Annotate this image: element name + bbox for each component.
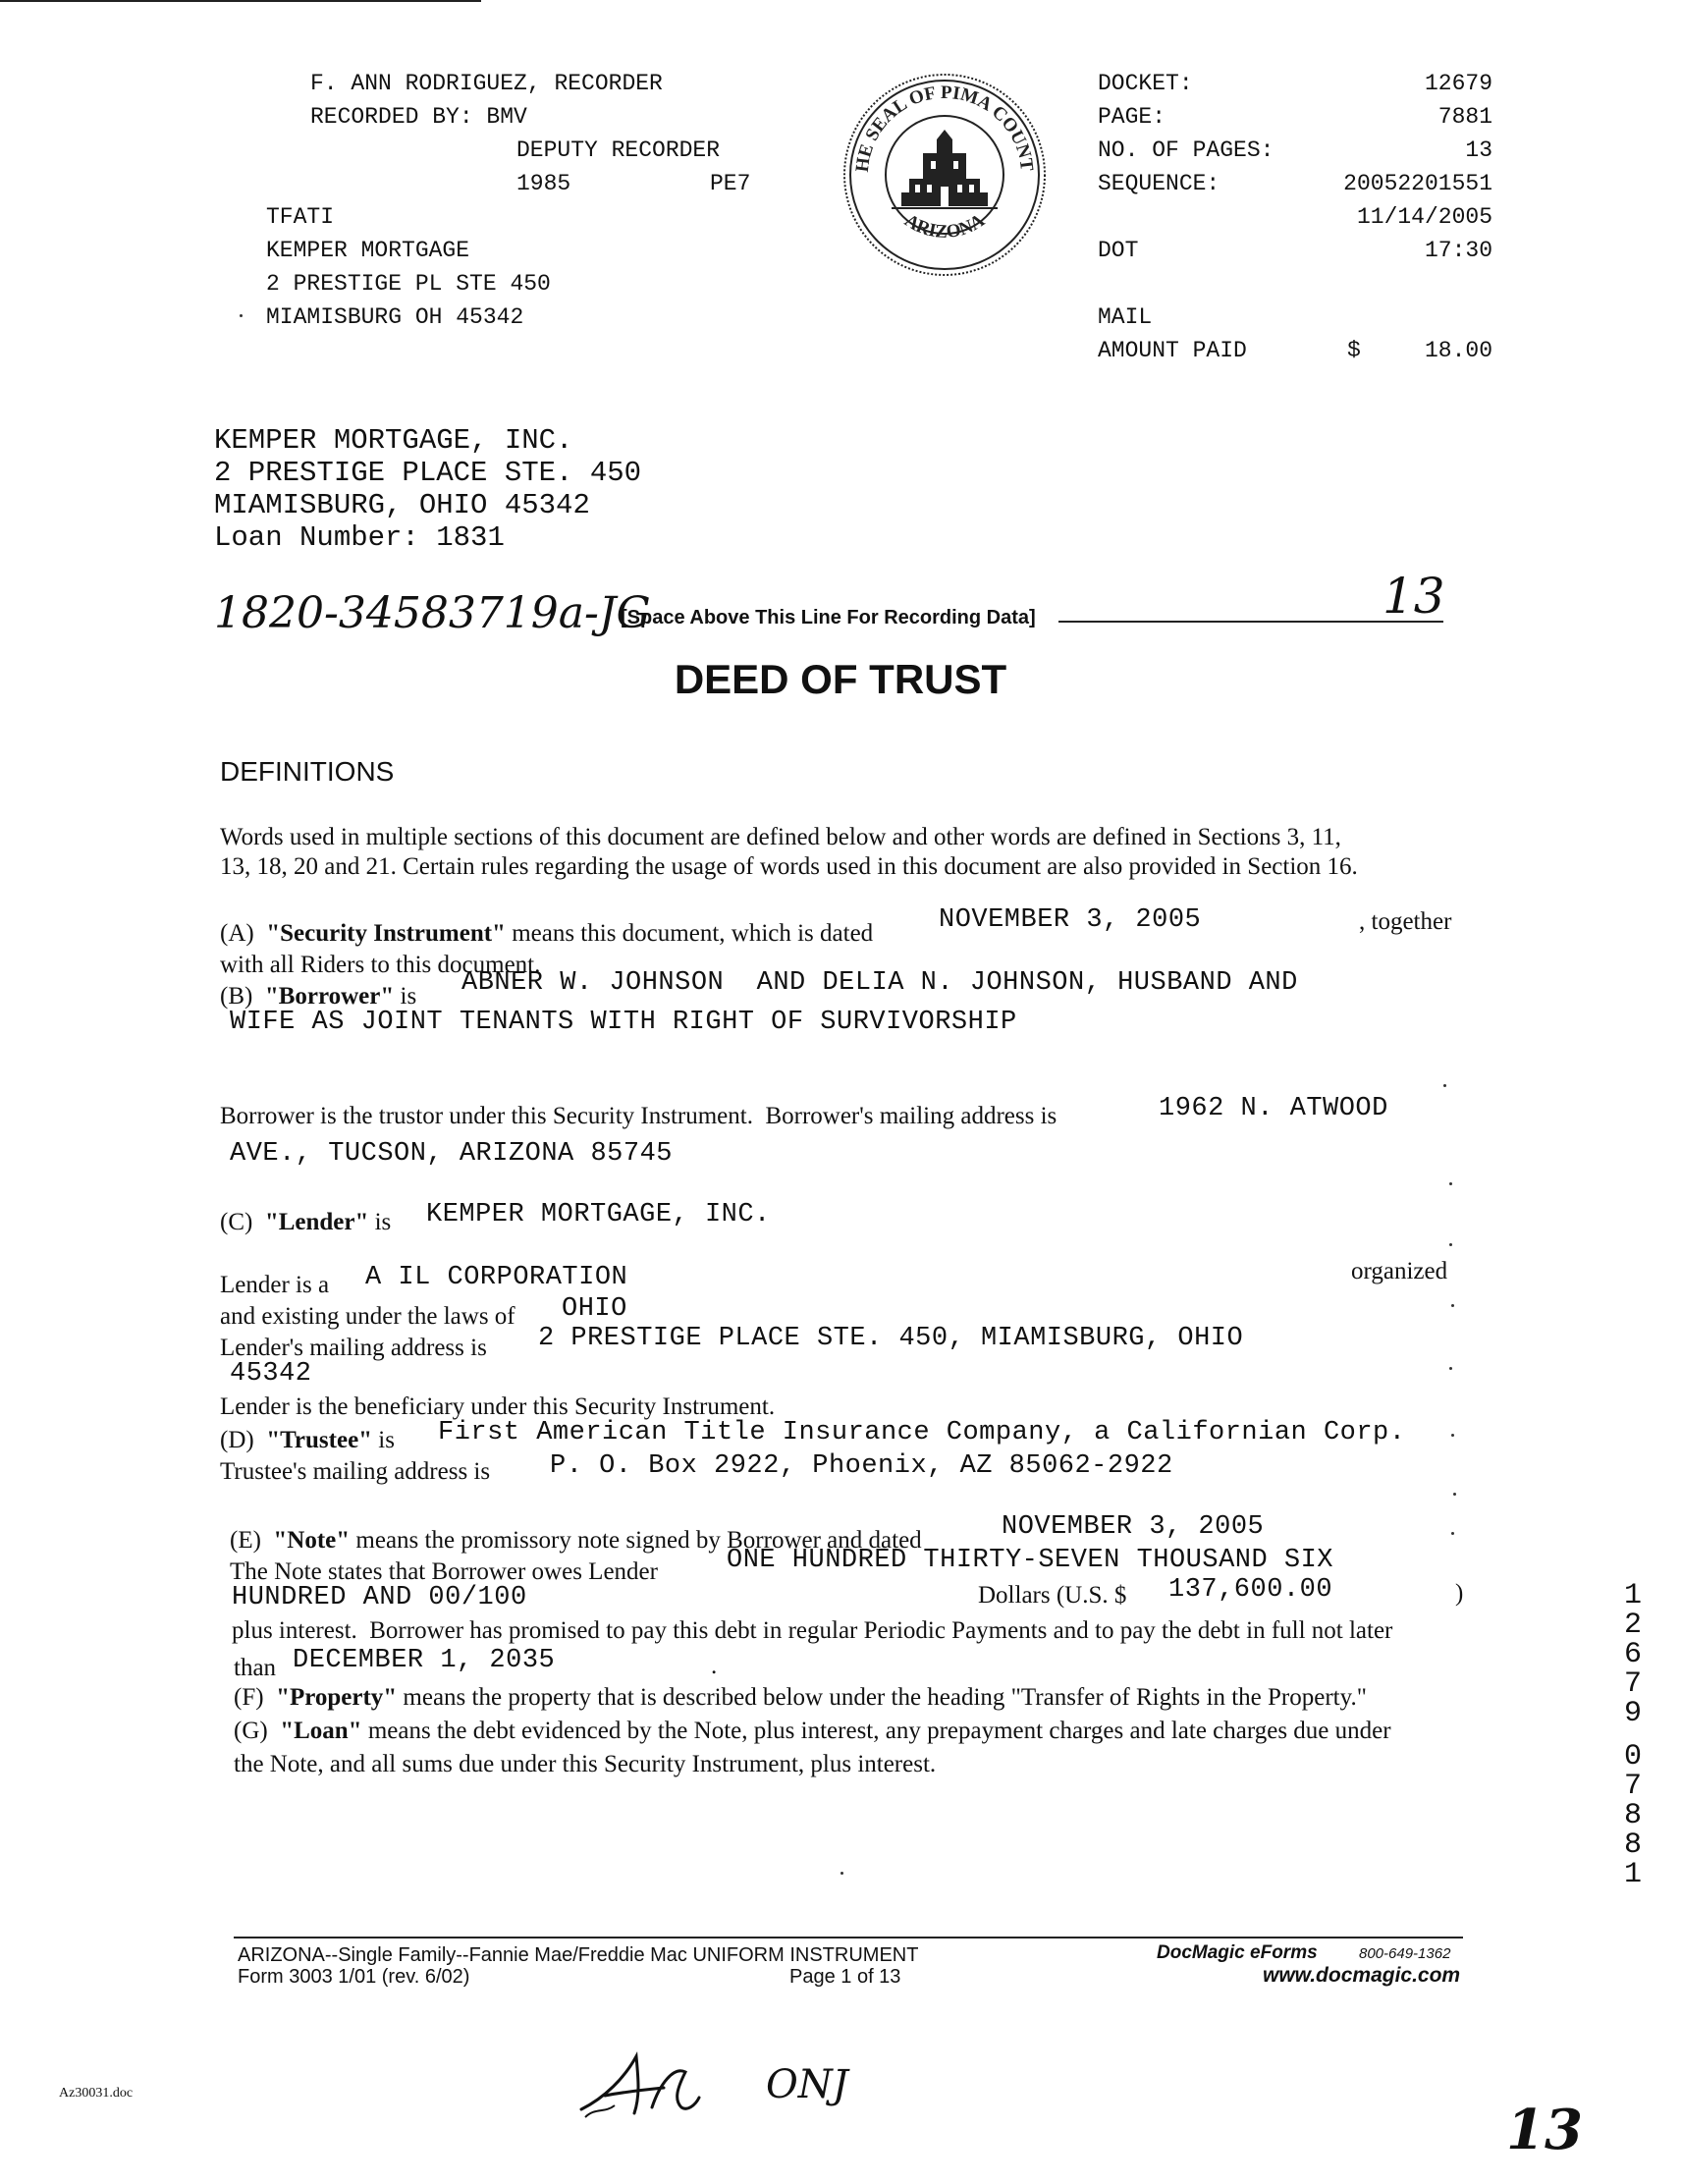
recording-code-1: 1985 <box>516 171 571 196</box>
definition-g-text: means the debt evidenced by the Note, plus interest, any prepayment charges and late charges due under <box>367 1718 1391 1744</box>
definition-d <box>220 1424 395 1456</box>
side-stamp-digit: 7 <box>1623 1770 1642 1803</box>
lender-address-line-1: 2 PRESTIGE PLACE STE. 450, MIAMISBURG, OHIO <box>538 1324 1244 1353</box>
definition-a-text: means this document, which is dated <box>512 920 874 947</box>
recording-code-2: PE7 <box>710 171 751 196</box>
no-of-pages-value: 13 <box>1465 137 1492 163</box>
definition-g-letter: (G) <box>234 1718 268 1744</box>
loan-amount-words-line-1: ONE HUNDRED THIRTY-SEVEN THOUSAND SIX <box>727 1546 1333 1575</box>
side-stamp-digit: 8 <box>1623 1829 1642 1862</box>
definition-a-term: "Security Instrument" <box>266 920 506 947</box>
definition-b-term: "Borrower" <box>264 983 395 1010</box>
recording-date: 11/14/2005 <box>1356 204 1492 230</box>
definition-e-text: means the promissory note signed by Borrower and dated <box>355 1527 922 1554</box>
lender-existing-text: and existing under the laws of <box>220 1303 515 1330</box>
dot-label: DOT <box>1098 238 1139 263</box>
file-name: Az30031.doc <box>59 2086 134 2101</box>
definition-a-together: , together <box>1359 908 1452 935</box>
docmagic-brand: DocMagic eForms <box>1157 1942 1318 1963</box>
definition-e-term: "Note" <box>273 1527 351 1554</box>
no-of-pages-label: NO. OF PAGES: <box>1098 137 1274 163</box>
definitions-intro-line-2: 13, 18, 20 and 21. Certain rules regarding the usage of words used in this document are also provided in Section 16. <box>220 853 1358 880</box>
borrower-name-line-2: WIFE AS JOINT TENANTS WITH RIGHT OF SURVIVORSHIP <box>230 1008 1017 1037</box>
side-stamp-digit: 1 <box>1623 1579 1642 1612</box>
note-plus-interest-text: plus interest. Borrower has promised to pay this debt in regular Periodic Payments and to pay the debt in full not later <box>232 1617 1393 1644</box>
definition-d-letter: (D) <box>220 1427 254 1453</box>
definition-f-text: means the property that is described below under the heading "Transfer of Rights in the Property." <box>403 1684 1367 1711</box>
definition-g <box>234 1715 1391 1747</box>
definition-g-term: "Loan" <box>280 1718 362 1744</box>
deputy-recorder: DEPUTY RECORDER <box>516 137 721 163</box>
definitions-intro-line-1: Words used in multiple sections of this document are defined below and other words are defined in Sections 3, 11, <box>220 824 1341 850</box>
borrower-initials-signature <box>575 2048 703 2123</box>
return-to-line-1: TFATI <box>266 204 335 230</box>
sequence-label: SEQUENCE: <box>1098 171 1220 196</box>
definition-f-letter: (F) <box>234 1684 264 1711</box>
borrower-name-line-1: ABNER W. JOHNSON AND DELIA N. JOHNSON, HUSBAND AND <box>461 968 1298 998</box>
seal-icon <box>840 71 1049 279</box>
borrower-address-line-2: AVE., TUCSON, ARIZONA 85745 <box>230 1139 673 1169</box>
definition-f-term: "Property" <box>276 1684 398 1711</box>
side-stamp-digit: 9 <box>1623 1697 1642 1730</box>
note-owes-text: The Note states that Borrower owes Lender <box>230 1558 658 1585</box>
side-stamp-digit: 2 <box>1623 1609 1642 1642</box>
form-line-1: ARIZONA--Single Family--Fannie Mae/Freddie Mac UNIFORM INSTRUMENT <box>238 1944 919 1966</box>
trustee-address: P. O. Box 2922, Phoenix, AZ 85062-2922 <box>550 1451 1173 1481</box>
lender-address-line-2: 45342 <box>230 1359 312 1389</box>
definition-c <box>220 1206 391 1238</box>
recorder-name: F. ANN RODRIGUEZ, RECORDER <box>310 71 663 96</box>
seal-top-text: HE SEAL OF PIMA COUNT <box>851 82 1038 174</box>
lender-mailing-text: Lender's mailing address is <box>220 1335 487 1361</box>
security-instrument-date: NOVEMBER 3, 2005 <box>939 905 1202 935</box>
form-line-2: Form 3003 1/01 (rev. 6/02) <box>238 1966 470 1988</box>
handwritten-page-count: 13 <box>1383 568 1445 625</box>
handwritten-initials-onj: ONJ <box>766 2062 848 2107</box>
return-address-line-2: 2 PRESTIGE PLACE STE. 450 <box>214 457 642 489</box>
maturity-period: . <box>711 1653 718 1679</box>
page-label: PAGE: <box>1098 104 1166 130</box>
lender-state: OHIO <box>562 1294 627 1324</box>
side-stamp-digit: 8 <box>1623 1799 1642 1832</box>
definition-g-text-2: the Note, and all sums due under this Security Instrument, plus interest. <box>234 1751 937 1777</box>
definition-c-term: "Lender" <box>264 1209 369 1235</box>
return-address-line-3: MIAMISBURG, OHIO 45342 <box>214 489 590 521</box>
lender-entity-type: A IL CORPORATION <box>365 1263 628 1292</box>
lender-beneficiary-text: Lender is the beneficiary under this Security Instrument. <box>220 1393 776 1420</box>
definitions-heading: DEFINITIONS <box>220 756 395 787</box>
side-stamp-digit: 6 <box>1623 1638 1642 1671</box>
definition-f <box>234 1681 1367 1714</box>
definition-b-letter: (B) <box>220 983 253 1010</box>
lender-organized-text: organized <box>1351 1258 1448 1284</box>
definition-d-term: "Trustee" <box>266 1427 373 1453</box>
definition-e-letter: (E) <box>230 1527 261 1554</box>
amount-paid-label: AMOUNT PAID <box>1098 338 1247 363</box>
loan-amount-words-line-2: HUNDRED AND 00/100 <box>232 1583 527 1612</box>
definition-c-is: is <box>374 1209 392 1235</box>
docmagic-phone: 800-649-1362 <box>1359 1945 1451 1962</box>
dollars-label: Dollars (U.S. $ <box>978 1582 1127 1609</box>
loan-number: Loan Number: 1831 <box>214 521 505 554</box>
definition-d-is: is <box>378 1427 395 1453</box>
return-to-line-4: MIAMISBURG OH 45342 <box>266 304 524 330</box>
docket-label: DOCKET: <box>1098 71 1193 96</box>
definition-a <box>220 917 873 950</box>
docmagic-website: www.docmagic.com <box>1263 1964 1461 1987</box>
maturity-date: DECEMBER 1, 2035 <box>293 1646 556 1675</box>
amount-currency: $ <box>1347 338 1361 363</box>
side-docket-stamp <box>1618 1581 1648 1889</box>
page-indicator: Page 1 of 13 <box>789 1966 901 1988</box>
trustee-name: First American Title Insurance Company, a Californian Corp. <box>438 1418 1406 1447</box>
handwritten-page-number: 13 <box>1506 2098 1583 2162</box>
borrower-address-line-1: 1962 N. ATWOOD <box>1159 1094 1388 1123</box>
recording-time: 17:30 <box>1424 238 1492 263</box>
docket-value: 12679 <box>1424 71 1492 96</box>
side-stamp-digit: 7 <box>1623 1667 1642 1701</box>
definition-a-riders: with all Riders to this document. <box>220 952 541 978</box>
return-to-line-2: KEMPER MORTGAGE <box>266 238 470 263</box>
svg-text:ARIZONA <box>900 210 988 243</box>
pima-county-seal <box>840 71 1049 279</box>
lender-name: KEMPER MORTGAGE, INC. <box>426 1200 771 1229</box>
definition-b-is: is <box>400 983 417 1010</box>
borrower-trustor-text: Borrower is the trustor under this Security Instrument. Borrower's mailing address is <box>220 1103 1057 1129</box>
document-title: DEED OF TRUST <box>674 656 1007 702</box>
sequence-value: 20052201551 <box>1343 171 1492 196</box>
amount-paid-value: 18.00 <box>1424 338 1492 363</box>
page-value: 7881 <box>1437 104 1492 130</box>
lender-is-a-text: Lender is a <box>220 1272 330 1298</box>
side-stamp-digit: 0 <box>1623 1740 1642 1774</box>
return-to-line-3: 2 PRESTIGE PL STE 450 <box>266 271 551 297</box>
recording-data-label: [Space Above This Line For Recording Data] <box>621 607 1036 628</box>
trustee-mailing-text: Trustee's mailing address is <box>220 1458 491 1485</box>
dollars-close-paren: ) <box>1455 1580 1464 1607</box>
mail-label: MAIL <box>1098 304 1153 330</box>
loan-amount: 137,600.00 <box>1168 1575 1333 1605</box>
note-date: NOVEMBER 3, 2005 <box>1002 1512 1265 1542</box>
definition-a-letter: (A) <box>220 920 254 947</box>
return-address-line-1: KEMPER MORTGAGE, INC. <box>214 424 573 457</box>
definition-c-letter: (C) <box>220 1209 253 1235</box>
note-than-text: than <box>234 1655 277 1681</box>
handwritten-reference-number: 1820-34583719a-JG <box>214 588 651 638</box>
seal-bottom-text: ARIZONA <box>900 210 989 243</box>
signature-icon <box>575 2048 703 2123</box>
recorded-by: RECORDED BY: BMV <box>310 104 527 130</box>
side-stamp-digit: 1 <box>1623 1858 1642 1891</box>
